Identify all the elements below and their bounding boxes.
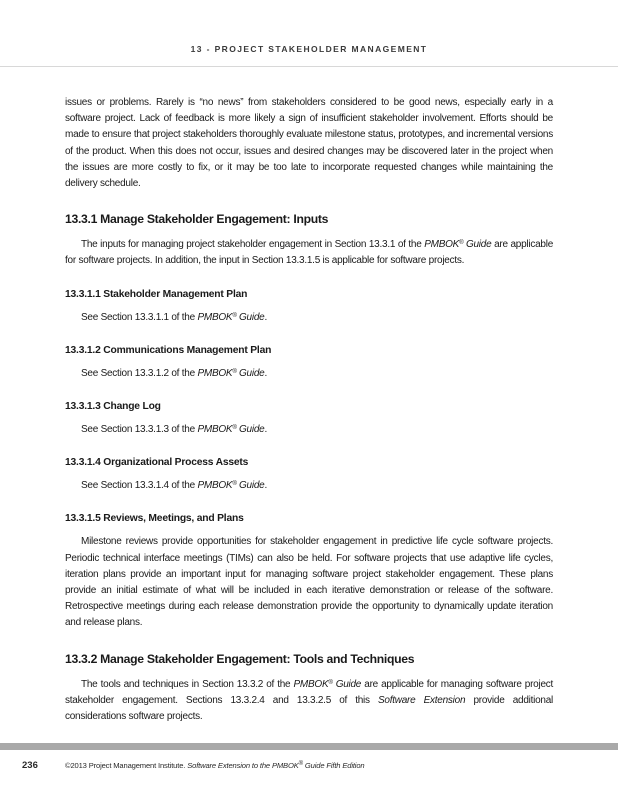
section-heading-13-3-1: 13.3.1 Manage Stakeholder Engagement: Inputs (65, 212, 329, 227)
subsection-heading-13-3-1-3: 13.3.1.3 Change Log (65, 401, 161, 413)
subsection-13-3-1-3-text: See Section 13.3.1.3 of the PMBOK® Guide. (81, 424, 267, 436)
section-13-3-1-paragraph: The inputs for managing project stakeholder engagement in Section 13.3.1 of the PMBOK® Guide are applicable for software projects. In addition, the input in Section 13.3.1.5 is applicable for software projects. (65, 239, 553, 267)
intro-paragraph: issues or problems. Rarely is “no news” from stakeholders considered to be good news, especially early in a software project. Lack of feedback is more likely a sign of insufficient stakeholder involvement. Efforts should be made to ensure that project stakeholders thoroughly evaluate milestone status, prototypes, and incremental versions of the product. When this does not occur, issues and desired changes may be discovered later in the project when the issues are more costly to fix, or it may be too late to incorporate requested changes while maintaining the delivery schedule. (65, 97, 553, 190)
subsection-heading-13-3-1-5: 13.3.1.5 Reviews, Meetings, and Plans (65, 513, 244, 525)
footer-bar (0, 743, 618, 750)
section-13-3-2-paragraph: The tools and techniques in Section 13.3.2 of the PMBOK® Guide are applicable for managing software project stakeholder engagement. Sections 13.3.2.4 and 13.3.2.5 of this Software Extension provide additional considerations software projects. (65, 678, 554, 723)
page-number: 236 (22, 760, 38, 771)
subsection-heading-13-3-1-4: 13.3.1.4 Organizational Process Assets (65, 457, 249, 469)
page-header (0, 0, 618, 67)
subsection-13-3-1-4-text: See Section 13.3.1.4 of the PMBOK® Guide. (81, 480, 267, 492)
subsection-heading-13-3-1-1: 13.3.1.1 Stakeholder Management Plan (65, 288, 248, 300)
page-body (65, 95, 553, 725)
subsection-heading-13-3-1-2: 13.3.1.2 Communications Management Plan (65, 344, 272, 356)
running-head: 13 - PROJECT STAKEHOLDER MANAGEMENT (190, 44, 428, 54)
subsection-13-3-1-2-text: See Section 13.3.1.2 of the PMBOK® Guide. (81, 367, 267, 379)
subsection-13-3-1-5-text: Milestone reviews provide opportunities for stakeholder engagement in predictive life cycle software projects. Periodic technical interface meetings (TIMs) can also be held. For software projects that use adaptive life cycles, iteration plans provide an important input for managing software project stakeholder engagement. These plans provide an initial estimate of what will be included in each iterative demonstration or release of the software. Retrospective meetings during each release demonstration provide the opportunity to dynamically update iteration and release plans. (65, 536, 553, 629)
subsection-13-3-1-1-text: See Section 13.3.1.1 of the PMBOK® Guide. (81, 311, 267, 323)
section-heading-13-3-2: 13.3.2 Manage Stakeholder Engagement: Tools and Techniques (65, 651, 415, 666)
copyright-line: ©2013 Project Management Institute. Software Extension to the PMBOK® Guide Fifth Edition (65, 761, 365, 770)
